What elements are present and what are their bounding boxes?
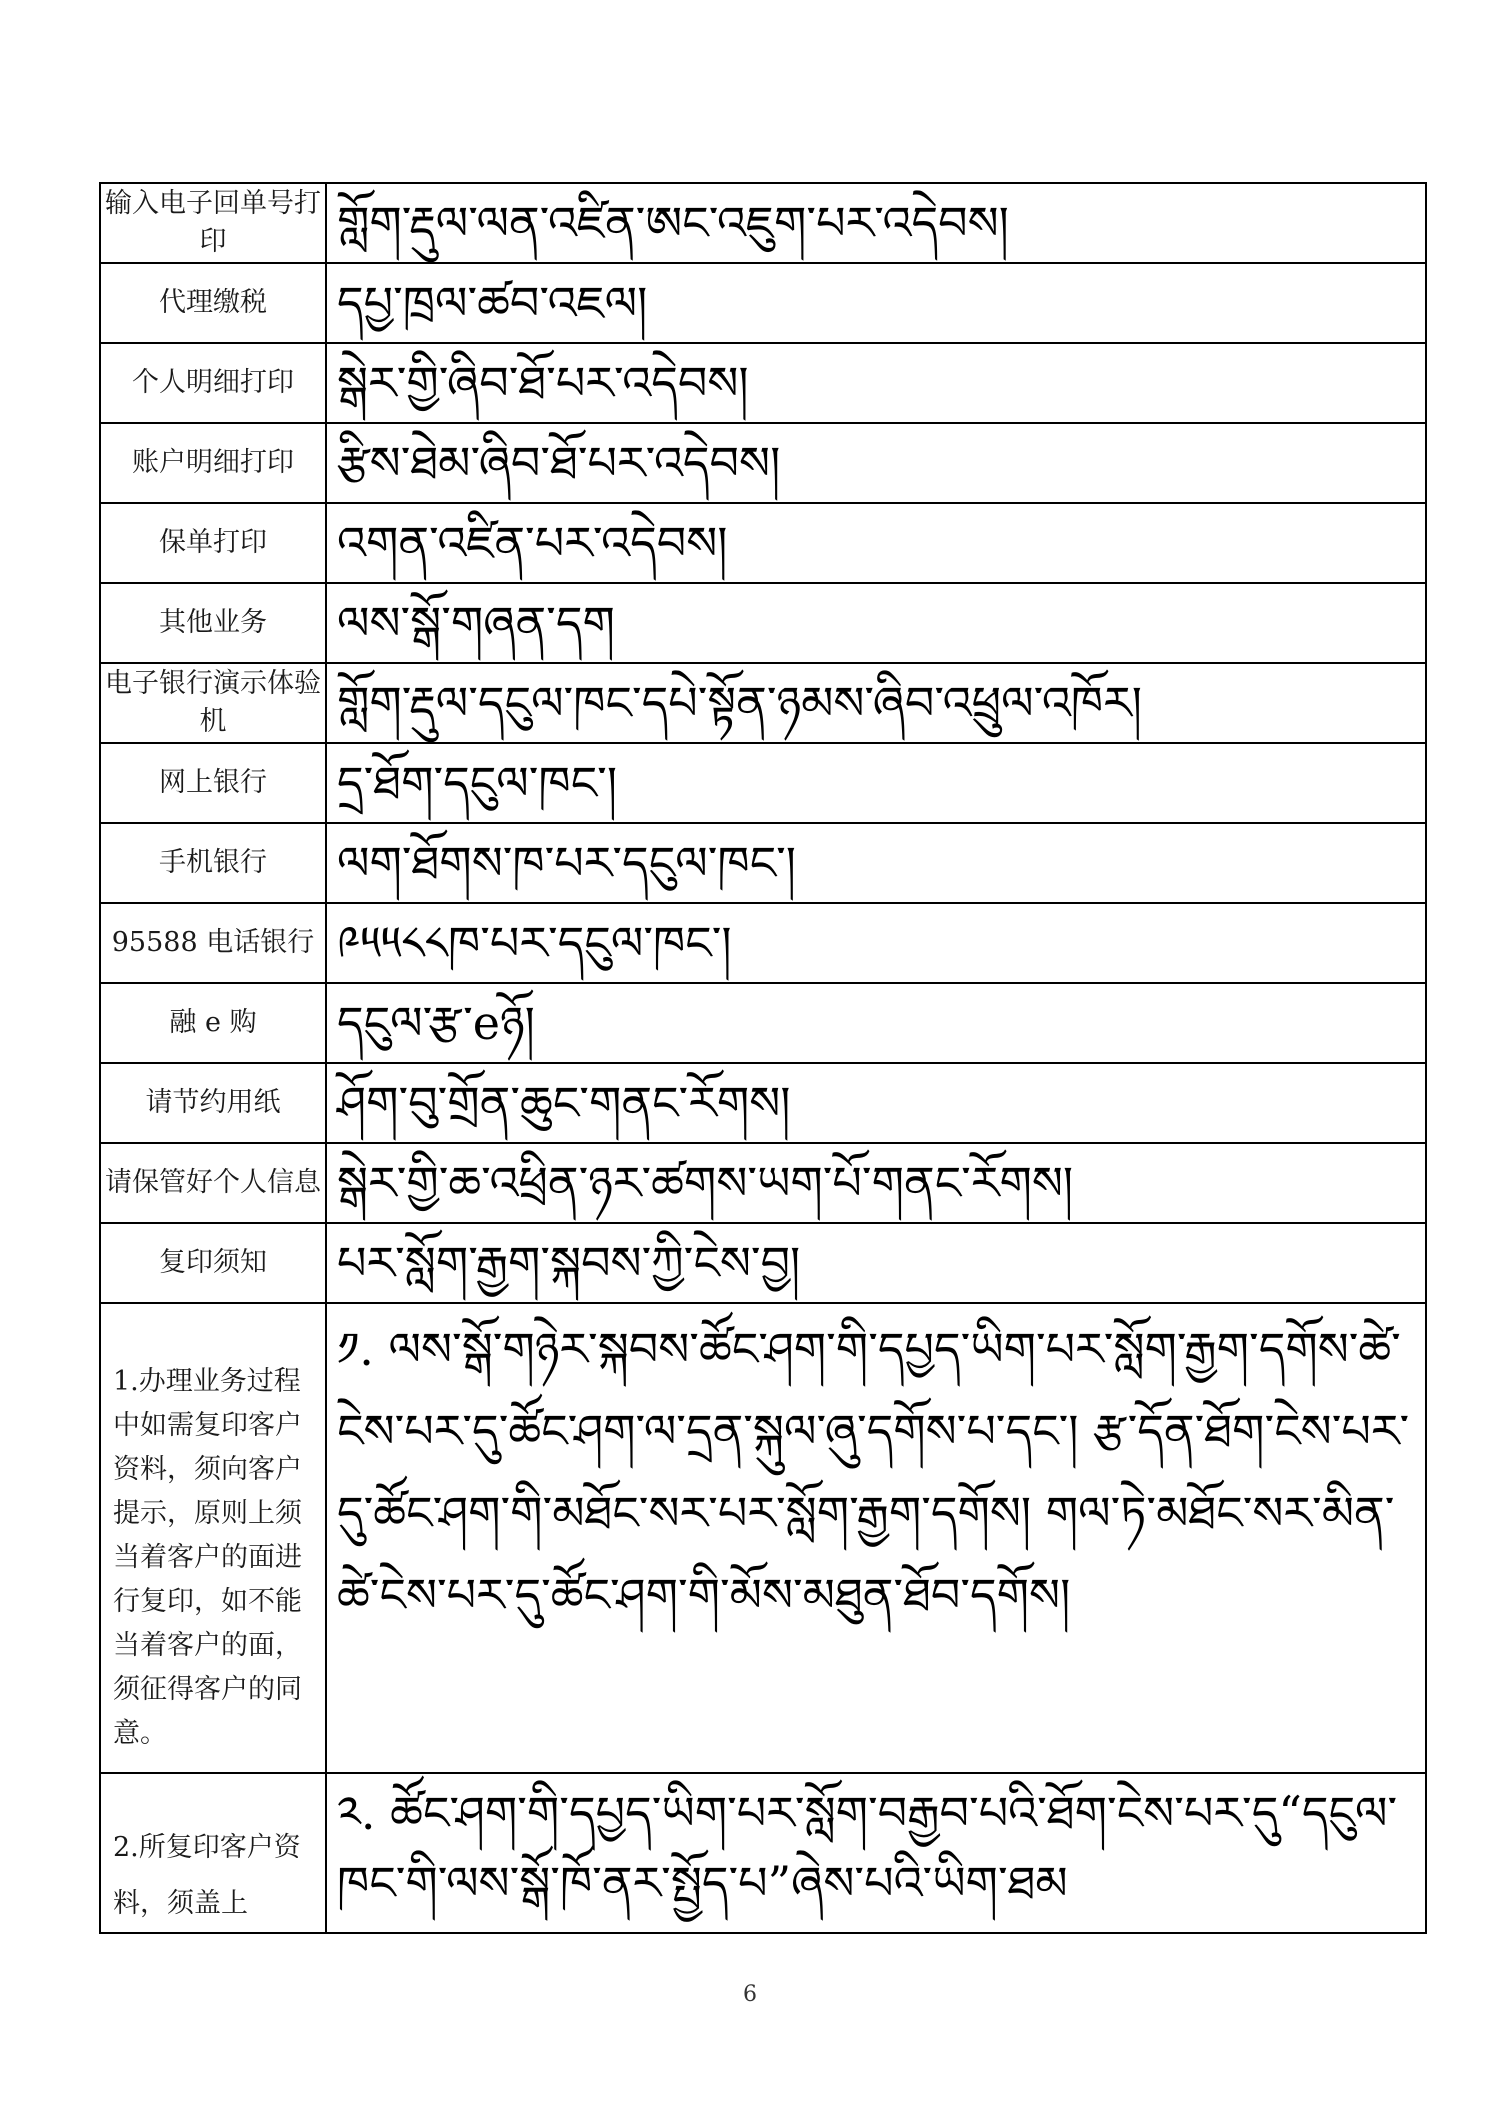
table-row — [100, 983, 1426, 1063]
tibetan-translation: ཤོག་བུ་གྲོན་ཆུང་གནང་རོགས། — [326, 1063, 1426, 1143]
table-row — [100, 503, 1426, 583]
chinese-term: 输入电子回单号打印 — [100, 183, 326, 263]
chinese-term: 融 e 购 — [100, 983, 326, 1063]
chinese-term: 请节约用纸 — [100, 1063, 326, 1143]
table-row — [100, 1303, 1426, 1773]
tibetan-translation: ལས་སྒོ་གཞན་དག — [326, 583, 1426, 663]
chinese-term: 代理缴税 — [100, 263, 326, 343]
table-row — [100, 183, 1426, 263]
tibetan-translation: ༢. ཚོང་ཤག་གི་དཔྱད་ཡིག་པར་སློག་བརྒྱབ་པའི་ཐོག་ངེས་པར་དུ“དངུལ་ཁང་གི་ལས་སྒོ་ཁོ་ནར་སྤྱོད་པ”ཞེས་པའི་ཡིག་ཐམ — [326, 1773, 1426, 1933]
table-row — [100, 423, 1426, 503]
table-row — [100, 263, 1426, 343]
table-row — [100, 1143, 1426, 1223]
tibetan-translation: སྒེར་གྱི་ཆ་འཕྲིན་ཉར་ཚགས་ཡག་པོ་གནང་རོགས། — [326, 1143, 1426, 1223]
tibetan-translation: ༡. ལས་སྒོ་གཉེར་སྐབས་ཚོང་ཤག་གི་དཔྱད་ཡིག་པར་སློག་རྒྱག་དགོས་ཚེ་ངེས་པར་དུ་ཚོང་ཤག་ལ་དྲན་སྐུལ་ཞུ་དགོས་པ་དང་། རྩ་དོན་ཐོག་ངེས་པར་དུ་ཚོང་ཤག་གི་མཐོང་སར་པར་སློག་རྒྱག་དགོས། གལ་ཏེ་མཐོང་སར་མིན་ཚེ་ངེས་པར་དུ་ཚོང་ཤག་གི་མོས་མཐུན་ཐོབ་དགོས། — [326, 1303, 1426, 1773]
chinese-term: 个人明细打印 — [100, 343, 326, 423]
tibetan-translation: རྩིས་ཐེམ་ཞིབ་ཐོ་པར་འདེབས། — [326, 423, 1426, 503]
chinese-term: 请保管好个人信息 — [100, 1143, 326, 1223]
chinese-term: 复印须知 — [100, 1223, 326, 1303]
table-row — [100, 903, 1426, 983]
table-row — [100, 1063, 1426, 1143]
tibetan-translation: དྲ་ཐོག་དངུལ་ཁང་། — [326, 743, 1426, 823]
page-number: 6 — [743, 1982, 757, 2007]
chinese-term: 电子银行演示体验机 — [100, 663, 326, 743]
tibetan-translation: འགན་འཛིན་པར་འདེབས། — [326, 503, 1426, 583]
chinese-term: 网上银行 — [100, 743, 326, 823]
chinese-term: 95588 电话银行 — [100, 903, 326, 983]
tibetan-translation: དངུལ་རྩ་eཉོ། — [326, 983, 1426, 1063]
table-row — [100, 1223, 1426, 1303]
chinese-term: 保单打印 — [100, 503, 326, 583]
table-row — [100, 583, 1426, 663]
tibetan-translation: ༩༥༥༨༨ཁ་པར་དངུལ་ཁང་། — [326, 903, 1426, 983]
table-row — [100, 343, 1426, 423]
chinese-term: 2.所复印客户资料，须盖上 — [100, 1773, 326, 1933]
tibetan-translation: སྒེར་གྱི་ཞིབ་ཐོ་པར་འདེབས། — [326, 343, 1426, 423]
table-row — [100, 823, 1426, 903]
table-row — [100, 1773, 1426, 1933]
chinese-term: 手机银行 — [100, 823, 326, 903]
chinese-term: 其他业务 — [100, 583, 326, 663]
chinese-term: 账户明细打印 — [100, 423, 326, 503]
glossary-table — [99, 182, 1427, 1934]
tibetan-translation: གློག་རྡུལ་ལན་འཛིན་ཨང་འཇུག་པར་འདེབས། — [326, 183, 1426, 263]
tibetan-translation: པར་སློག་རྒྱག་སྐབས་ཀྱི་ངེས་བྱ། — [326, 1223, 1426, 1303]
table-row — [100, 743, 1426, 823]
tibetan-translation: ལག་ཐོགས་ཁ་པར་དངུལ་ཁང་། — [326, 823, 1426, 903]
chinese-term: 1.办理业务过程中如需复印客户资料，须向客户提示，原则上须当着客户的面进行复印，如不能当着客户的面，须征得客户的同意。 — [100, 1303, 326, 1773]
table-row — [100, 663, 1426, 743]
tibetan-translation: དཔྱ་ཁྲལ་ཚབ་འཇལ། — [326, 263, 1426, 343]
tibetan-translation: གློག་རྡུལ་དངུལ་ཁང་དཔེ་སྟོན་ཉམས་ཞིབ་འཕྲུལ་འཁོར། — [326, 663, 1426, 743]
